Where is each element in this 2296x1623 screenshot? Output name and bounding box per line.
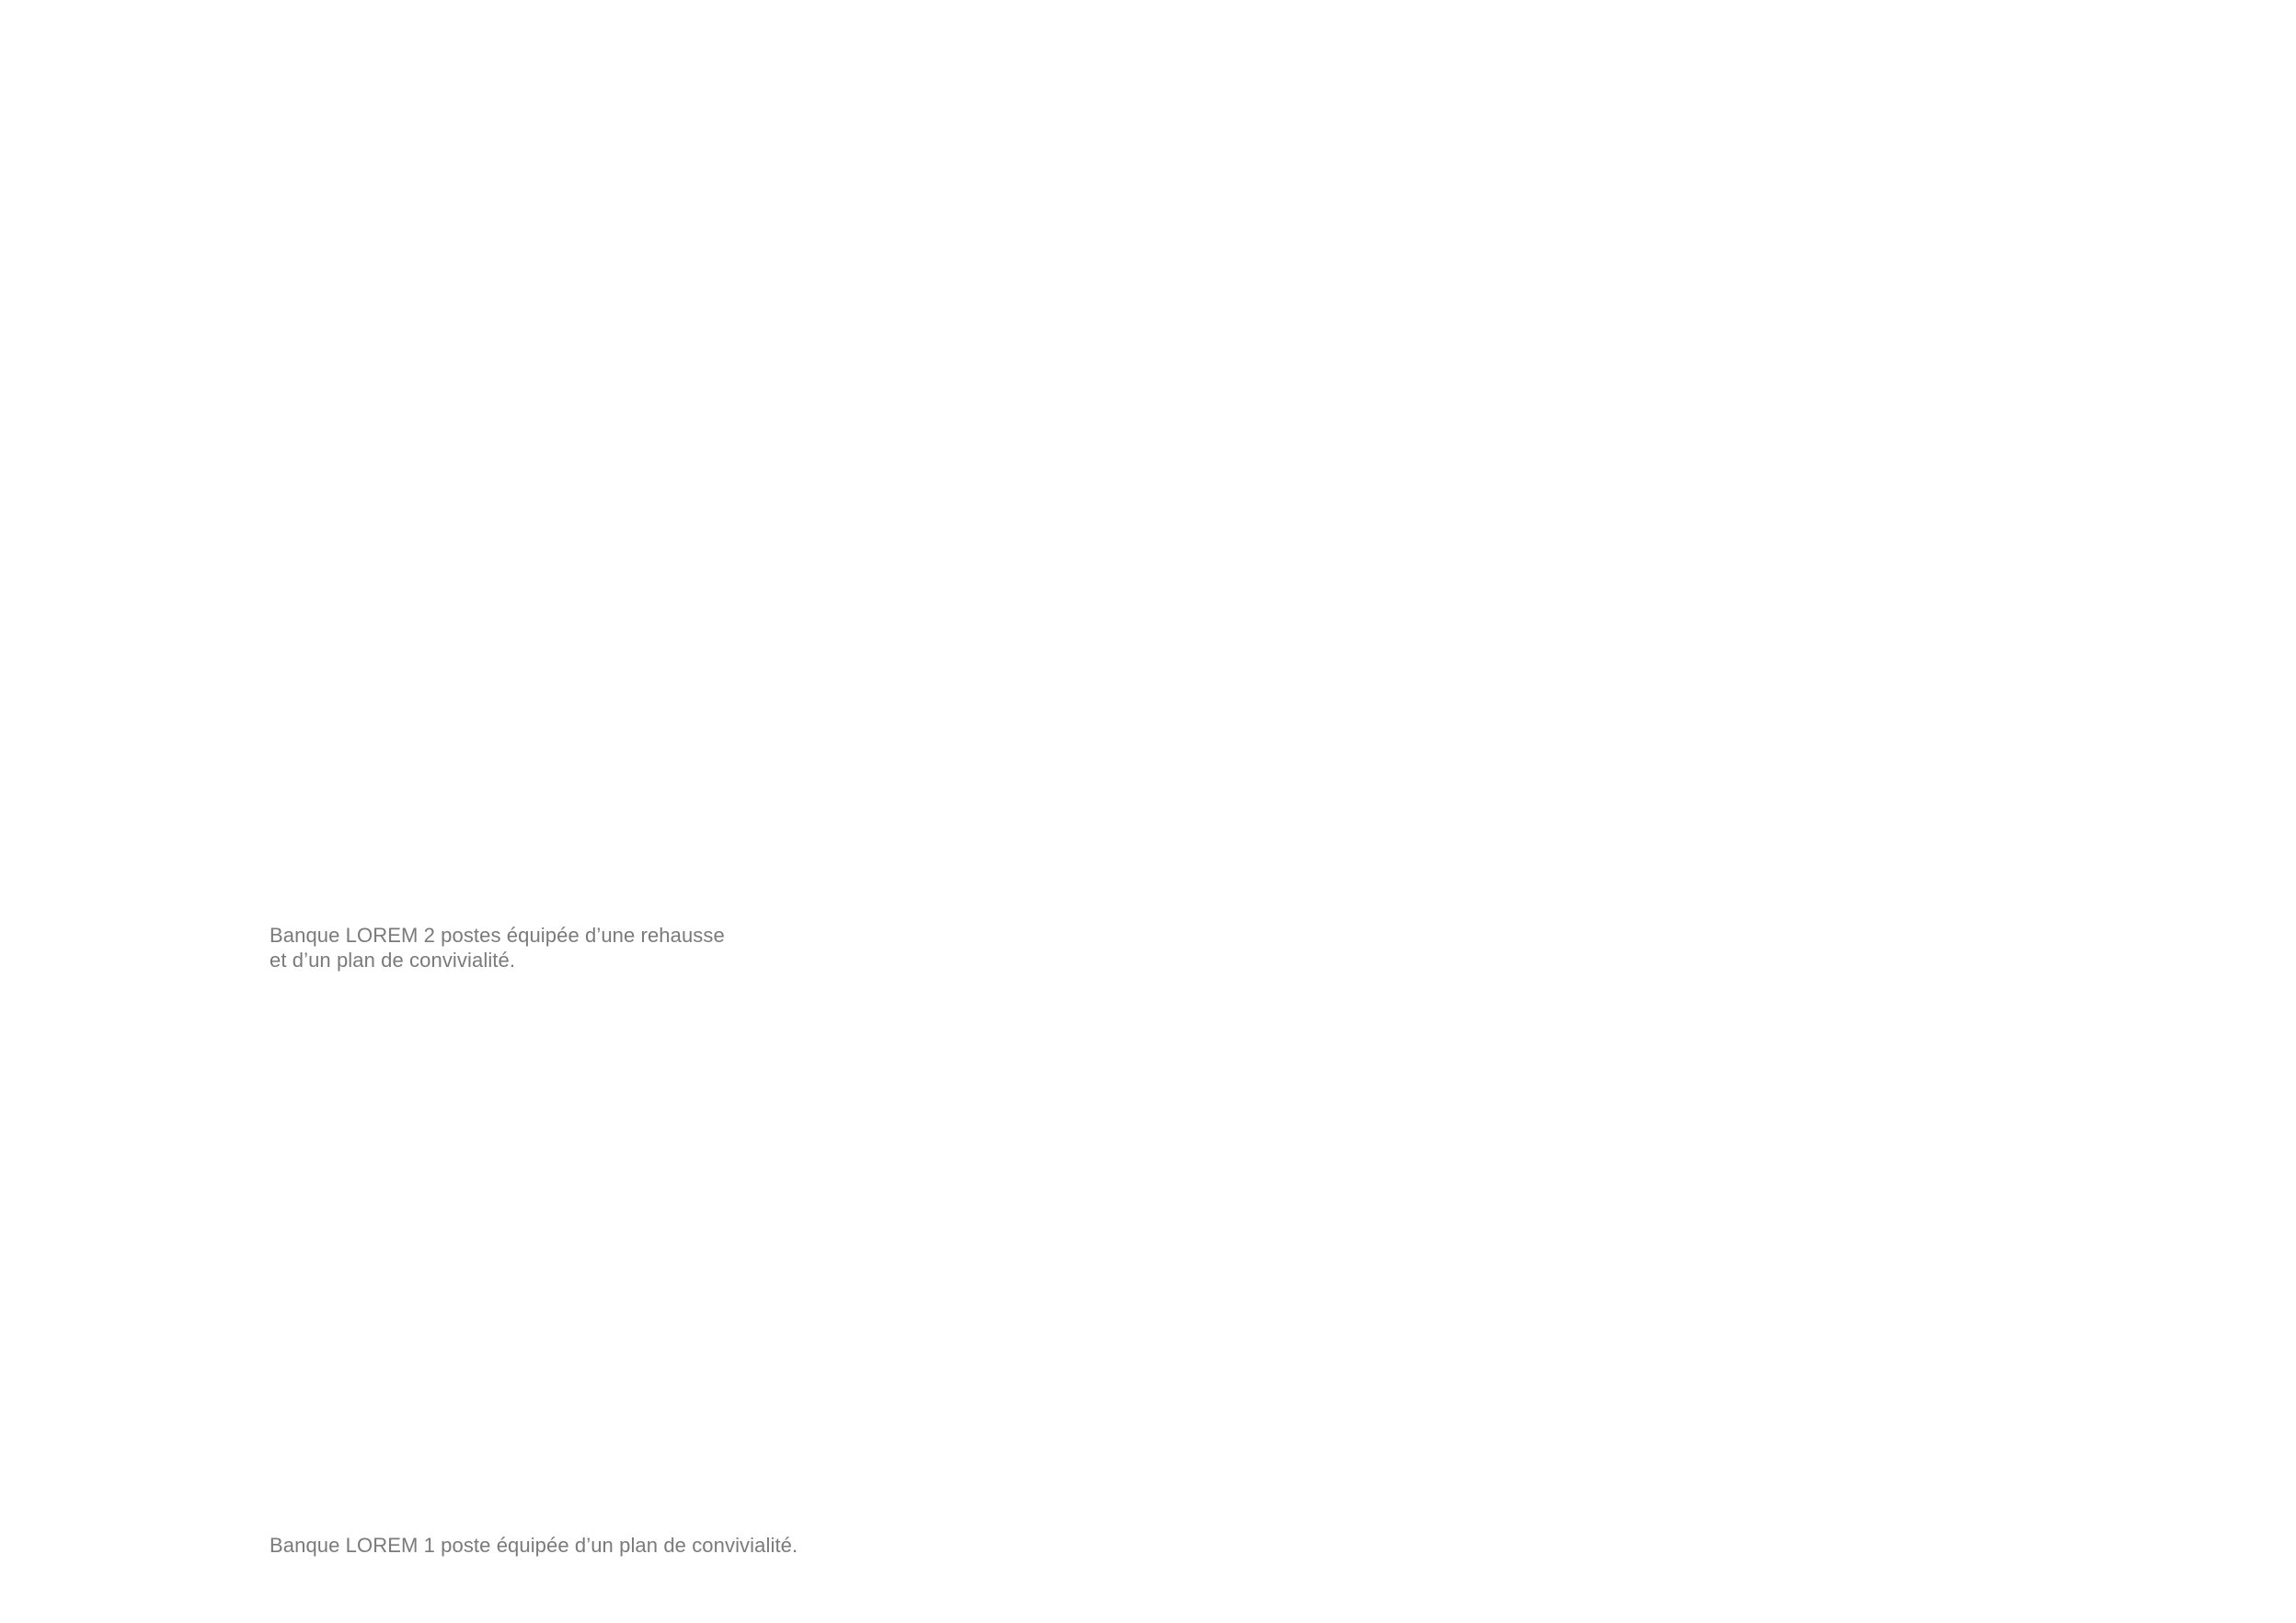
caption-line: Banque LOREM 2 postes équipée d’une rehausse [270, 924, 725, 947]
caption-line: Banque LOREM 1 poste équipée d’un plan de convivialité. [270, 1534, 798, 1557]
caption-line: et d’un plan de convivialité. [270, 949, 516, 972]
product-caption-one-seat [270, 1533, 798, 1558]
product-caption-two-seats [270, 923, 725, 973]
